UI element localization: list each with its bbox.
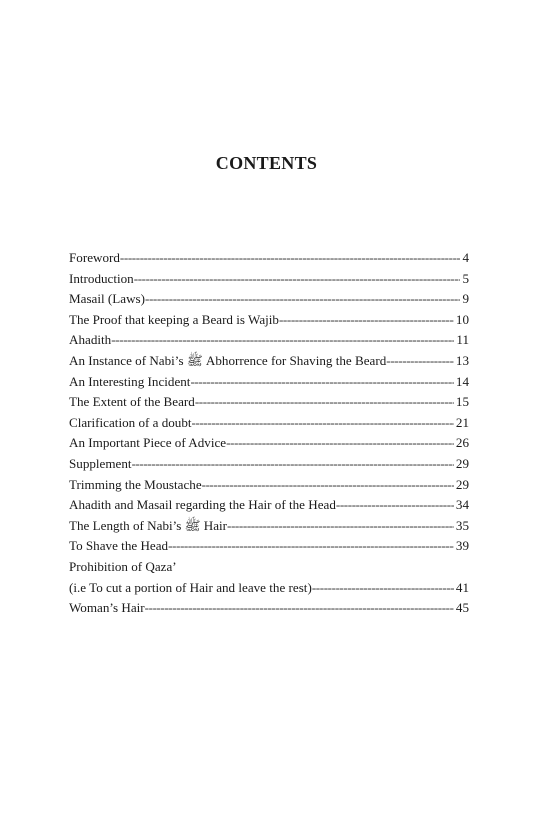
toc-entry-title: Introduction xyxy=(69,270,134,286)
page-title: CONTENTS xyxy=(215,153,318,173)
toc-entry xyxy=(69,516,469,537)
toc-entry xyxy=(69,330,469,351)
toc-page-number: 4 xyxy=(462,250,469,265)
toc-entry-title: The Length of Nabi’s ﷺ Hair xyxy=(69,517,228,533)
toc-entry-title: Woman’s Hair xyxy=(69,600,145,616)
toc-page-number: 5 xyxy=(462,270,469,286)
dot-leader xyxy=(195,392,454,413)
toc-entry xyxy=(69,454,469,475)
toc-page-number: 13 xyxy=(455,352,469,368)
toc-entry xyxy=(69,351,469,372)
toc-entry xyxy=(69,598,469,619)
dot-leader xyxy=(145,598,454,619)
dot-leader xyxy=(190,372,453,393)
toc-entry-title: To Shave the Head xyxy=(69,538,169,554)
toc-entry xyxy=(69,372,469,393)
toc-entry xyxy=(69,392,469,413)
dot-leader xyxy=(202,475,454,496)
toc-entry-title: Ahadith xyxy=(69,332,112,348)
dot-leader xyxy=(145,289,460,310)
toc-entry xyxy=(69,433,469,454)
toc-entry-title: Masail (Laws) xyxy=(69,291,145,307)
toc-entry-title: Prohibition of Qaza’ xyxy=(69,558,177,574)
dot-leader xyxy=(336,495,454,516)
toc-entry xyxy=(69,289,469,310)
toc-page-number: 11 xyxy=(456,332,469,348)
toc-page-number: 14 xyxy=(455,373,469,389)
toc-entry xyxy=(69,413,469,434)
toc-entry-title: Trimming the Moustache xyxy=(69,476,202,492)
table-of-contents xyxy=(69,248,469,619)
toc-page-number: 29 xyxy=(455,476,469,492)
toc-page-number: 21 xyxy=(455,414,469,430)
toc-entry-title: An Important Piece of Advice xyxy=(69,435,227,451)
toc-entry-title: Ahadith and Masail regarding the Hair of the Head xyxy=(69,497,336,513)
toc-page-number: 41 xyxy=(455,579,469,595)
dot-leader xyxy=(312,578,454,599)
toc-entry-title: Foreword xyxy=(69,250,120,265)
toc-page-number: 26 xyxy=(455,435,469,451)
toc-entry xyxy=(69,310,469,331)
toc-page-number: 34 xyxy=(455,497,469,513)
dot-leader xyxy=(227,516,454,537)
toc-entry xyxy=(69,557,469,598)
toc-entry xyxy=(69,495,469,516)
toc-page-number: 45 xyxy=(455,600,469,616)
toc-page-number: 9 xyxy=(462,291,469,307)
toc-entry xyxy=(69,269,469,290)
toc-entry-subtitle: (i.e To cut a portion of Hair and leave the rest) xyxy=(69,579,312,595)
dot-leader xyxy=(134,269,461,290)
toc-page-number: 39 xyxy=(455,538,469,554)
toc-entry xyxy=(69,248,469,269)
dot-leader xyxy=(168,536,454,557)
toc-entry-title: Clarification of a doubt xyxy=(69,414,192,430)
toc-entry-title: Supplement xyxy=(69,455,132,471)
toc-entry xyxy=(69,475,469,496)
toc-page-number: 10 xyxy=(455,311,469,327)
toc-entry-title: An Instance of Nabi’s ﷺ Abhorrence for Shaving the Beard xyxy=(69,352,387,368)
dot-leader xyxy=(386,351,454,372)
toc-entry-title: An Interesting Incident xyxy=(69,373,191,389)
dot-leader xyxy=(132,454,454,475)
toc-entry-title: The Extent of the Beard xyxy=(69,394,195,410)
toc-entry xyxy=(69,536,469,557)
toc-page-number: 29 xyxy=(455,455,469,471)
dot-leader xyxy=(279,310,454,331)
toc-entry-title: The Proof that keeping a Beard is Wajib xyxy=(69,311,279,327)
toc-page-number: 35 xyxy=(455,517,469,533)
dot-leader xyxy=(111,330,454,351)
dot-leader xyxy=(226,433,454,454)
toc-page-number: 15 xyxy=(455,394,469,410)
dot-leader xyxy=(120,248,461,269)
dot-leader xyxy=(192,413,454,434)
